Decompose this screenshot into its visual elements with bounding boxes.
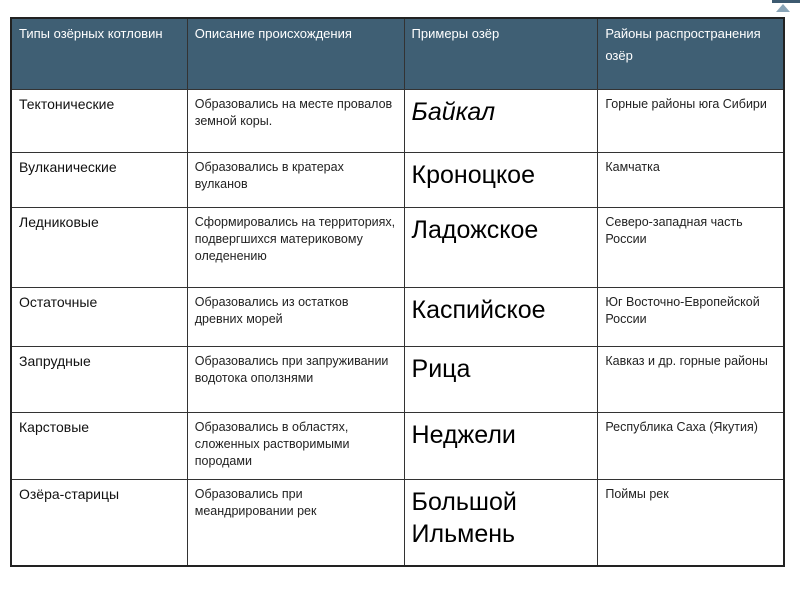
lake-example: Каспийское (404, 288, 598, 346)
header-regions: Районы распространения озёр (598, 18, 784, 89)
lake-type: Вулканические (11, 152, 187, 207)
origin-description: Сформировались на территориях, подвергшихся материковому оледенению (187, 207, 404, 287)
lake-type: Озёра-старицы (11, 480, 187, 566)
lake-example: Ладожское (404, 207, 598, 287)
origin-description: Образовались при запруживании водотока оползнями (187, 346, 404, 412)
decorative-bar (772, 0, 800, 3)
lake-region: Северо-западная часть России (598, 207, 784, 287)
lake-type: Остаточные (11, 288, 187, 346)
table-row (11, 480, 784, 566)
lake-region: Поймы рек (598, 480, 784, 566)
table-header-row (11, 18, 784, 89)
lake-example: Рица (404, 346, 598, 412)
header-origin: Описание происхождения (187, 18, 404, 89)
table-row (11, 346, 784, 412)
origin-description: Образовались в кратерах вулканов (187, 152, 404, 207)
table-row (11, 288, 784, 346)
origin-description: Образовались при меандрировании рек (187, 480, 404, 566)
lake-region: Камчатка (598, 152, 784, 207)
table-row (11, 412, 784, 479)
header-type: Типы озёрных котловин (11, 18, 187, 89)
lake-example: Неджели (404, 412, 598, 479)
lake-region: Горные районы юга Сибири (598, 89, 784, 152)
origin-description: Образовались из остатков древних морей (187, 288, 404, 346)
lake-type: Тектонические (11, 89, 187, 152)
table-row (11, 207, 784, 287)
origin-description: Образовались в областях, сложенных растворимыми породами (187, 412, 404, 479)
lake-type: Карстовые (11, 412, 187, 479)
lake-example: Байкал (404, 89, 598, 152)
table-row (11, 152, 784, 207)
origin-description: Образовались на месте провалов земной коры. (187, 89, 404, 152)
lake-types-table (10, 17, 785, 567)
lake-region: Кавказ и др. горные районы (598, 346, 784, 412)
lake-example: Большой Ильмень (404, 480, 598, 566)
header-examples: Примеры озёр (404, 18, 598, 89)
lake-region: Республика Саха (Якутия) (598, 412, 784, 479)
table-row (11, 89, 784, 152)
lake-type: Ледниковые (11, 207, 187, 287)
lake-type: Запрудные (11, 346, 187, 412)
slide-top-band (0, 0, 800, 17)
lake-example: Кроноцкое (404, 152, 598, 207)
corner-triangle-icon (776, 4, 790, 12)
lake-region: Юг Восточно-Европейской России (598, 288, 784, 346)
